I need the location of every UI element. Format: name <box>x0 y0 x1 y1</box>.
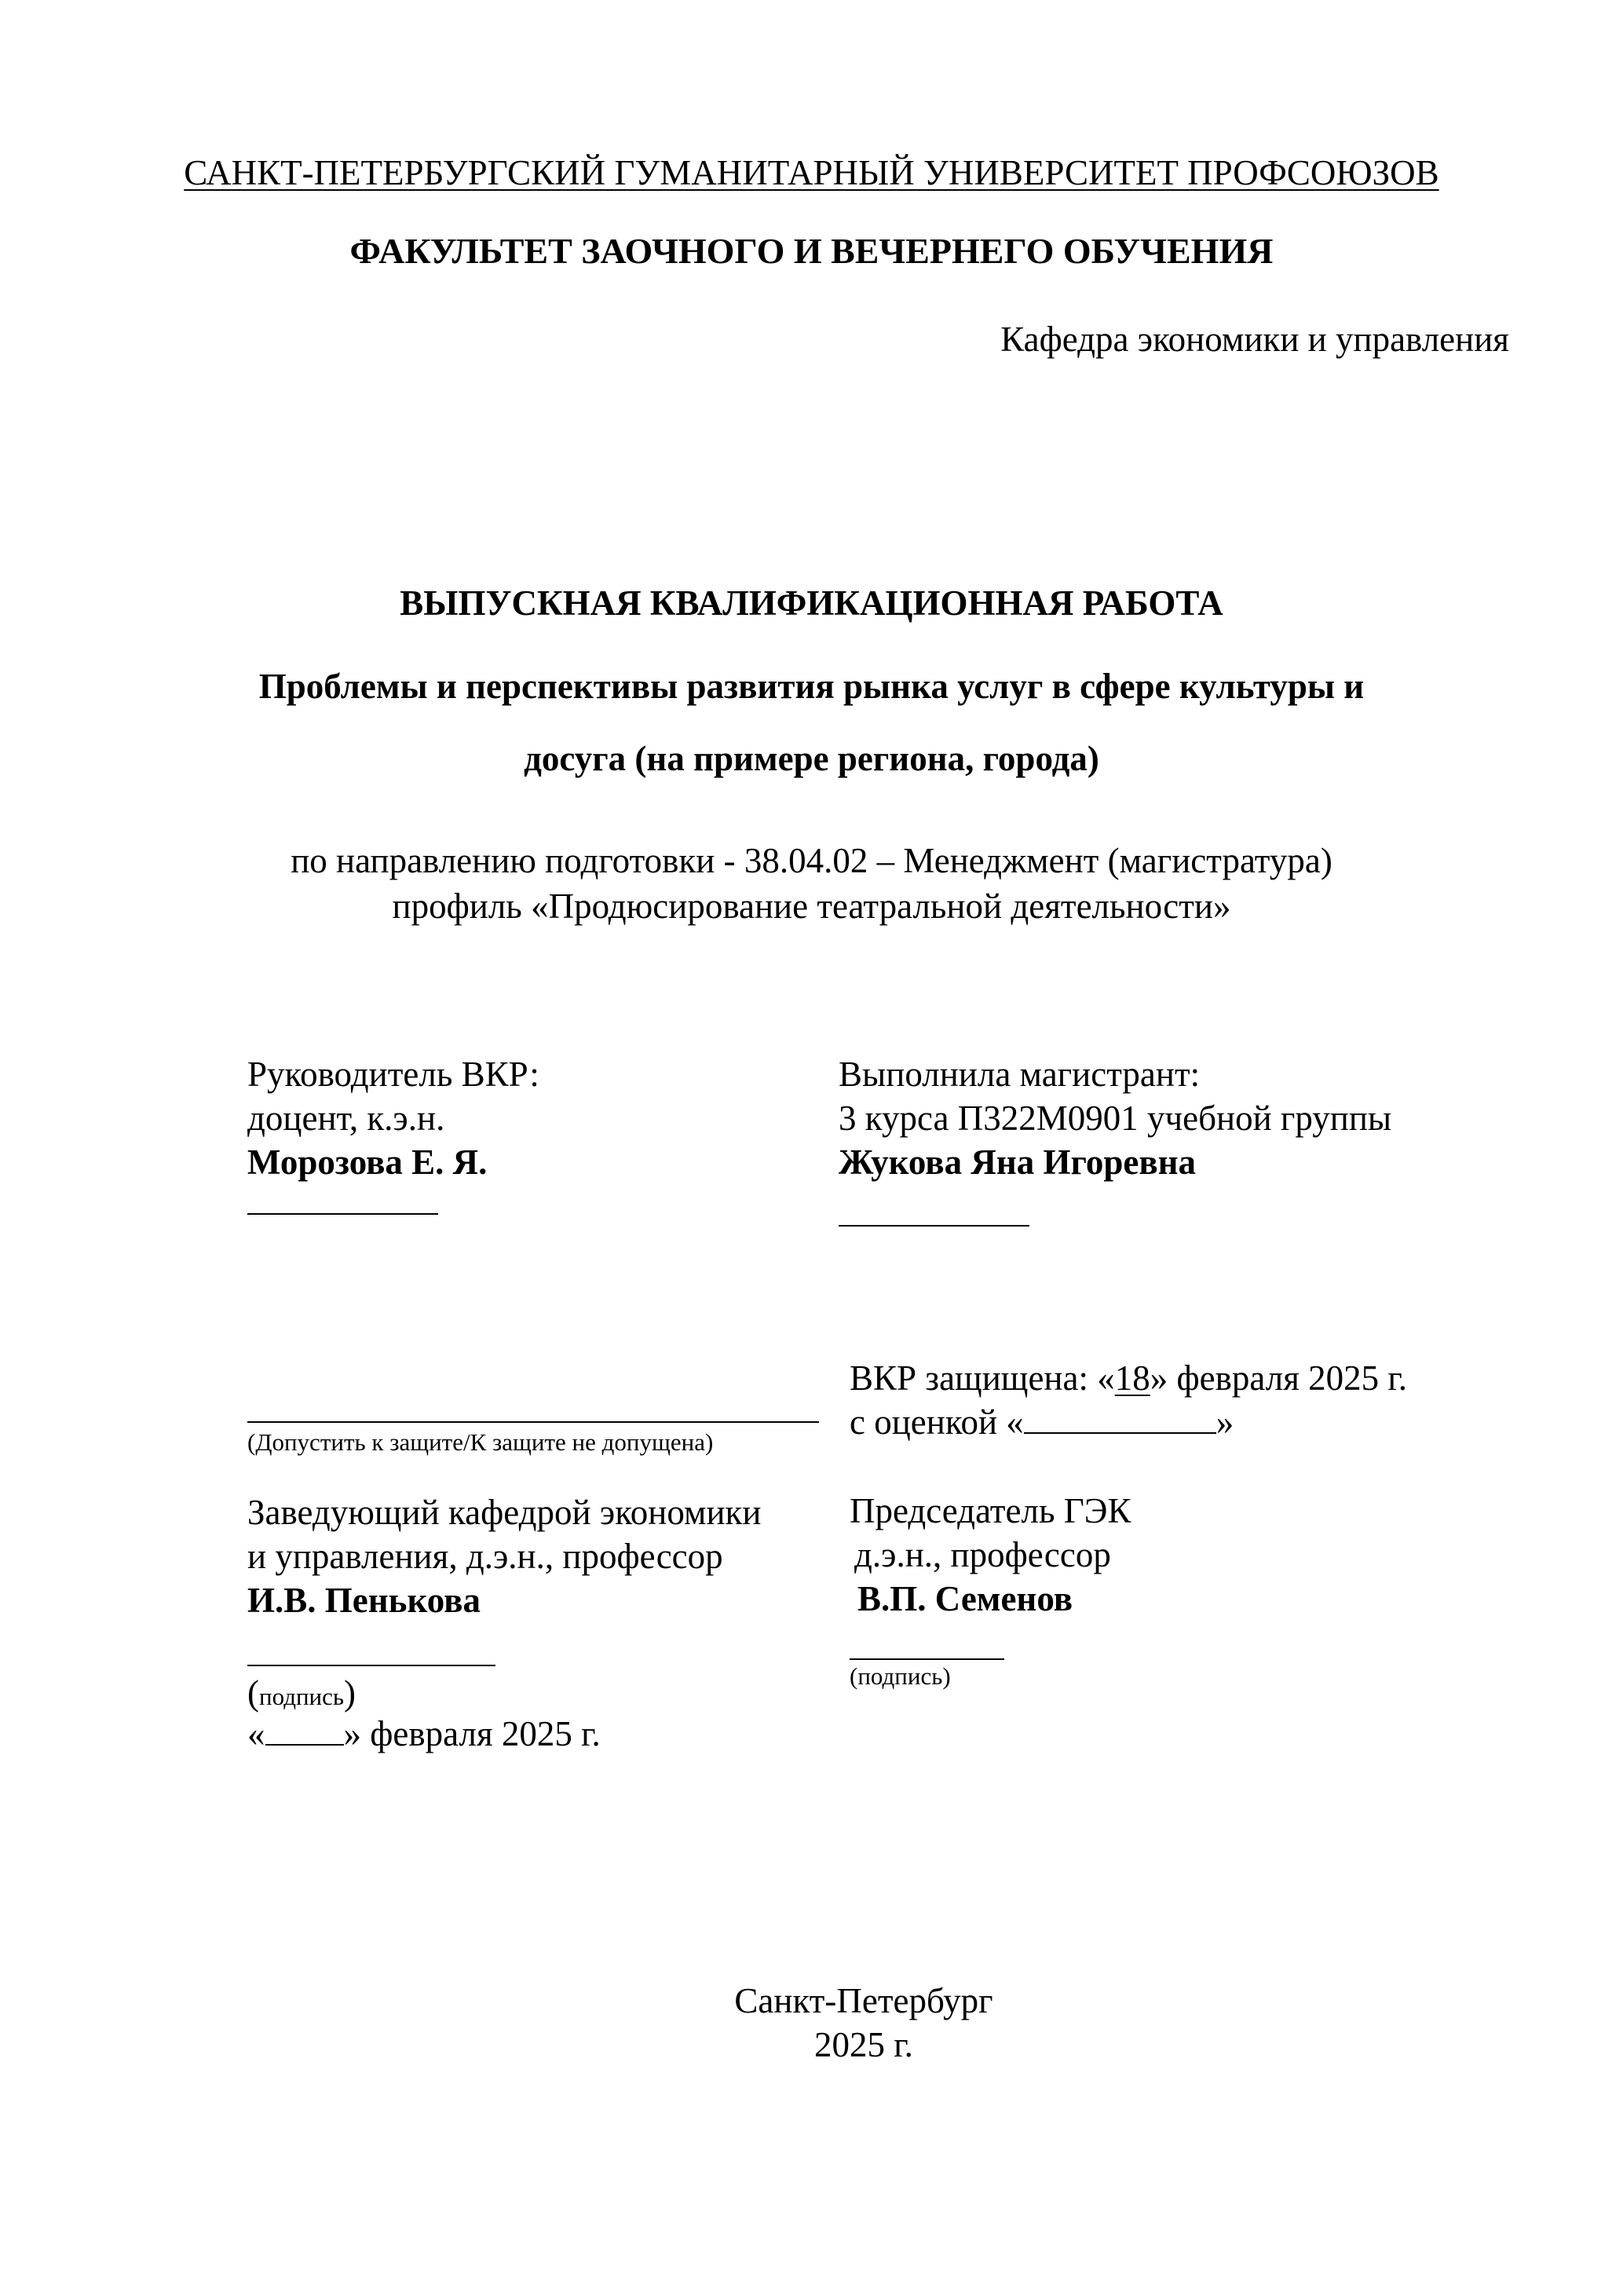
chairman-signature-line <box>850 1658 1004 1660</box>
footer-year: 2025 г. <box>814 2025 913 2064</box>
supervisor-signature-line <box>247 1213 438 1215</box>
chairman-title: Председатель ГЭК <box>850 1491 1131 1530</box>
student-group: 3 курса П322М0901 учебной группы <box>839 1099 1392 1138</box>
student-label: Выполнила магистрант: <box>839 1055 1201 1094</box>
admission-decision-line <box>247 1421 819 1423</box>
university-name: САНКТ-ПЕТЕРБУРГСКИЙ ГУМАНИТАРНЫЙ УНИВЕРСИТЕТ ПРОФСОЮЗОВ <box>184 153 1439 192</box>
head-date-blank <box>265 1713 344 1746</box>
footer-city: Санкт-Петербург <box>734 1981 993 2020</box>
head-title-line-2: и управления, д.э.н., профессор <box>247 1537 723 1576</box>
defense-suffix: » февраля 2025 г. <box>1150 1358 1408 1398</box>
head-signature-caption <box>247 1671 356 1715</box>
signature-open-paren: ( <box>247 1673 259 1713</box>
defense-grade-line <box>850 1400 1234 1444</box>
head-signature-label: подпись <box>259 1683 345 1710</box>
chairman-degree: д.э.н., профессор <box>854 1535 1111 1574</box>
document-type: ВЫПУСКНАЯ КВАЛИФИКАЦИОННАЯ РАБОТА <box>400 583 1223 623</box>
defense-day: 18 <box>1114 1358 1150 1398</box>
student-name: Жукова Яна Игоревна <box>839 1143 1197 1182</box>
study-direction: по направлению подготовки - 38.04.02 – Менеджмент (магистратура) <box>291 841 1332 880</box>
head-date-line <box>247 1712 601 1756</box>
topic-line-2: досуга (на примере региона, города) <box>524 739 1099 778</box>
head-date-open: « <box>247 1714 265 1753</box>
admission-note: (Допустить к защите/К защите не допущена) <box>247 1428 714 1456</box>
faculty-name: ФАКУЛЬТЕТ ЗАОЧНОГО И ВЕЧЕРНЕГО ОБУЧЕНИЯ <box>349 231 1274 271</box>
signature-close-paren: ) <box>344 1673 356 1713</box>
chairman-signature-label: (подпись) <box>850 1662 951 1690</box>
grade-suffix: » <box>1215 1402 1234 1442</box>
supervisor-name: Морозова Е. Я. <box>247 1143 488 1182</box>
supervisor-degree: доцент, к.э.н. <box>247 1099 445 1138</box>
department-name: Кафедра экономики и управления <box>1000 320 1509 359</box>
topic-line-1: Проблемы и перспективы развития рынка услуг в сфере культуры и <box>258 667 1365 706</box>
study-profile: профиль «Продюсирование театральной деятельности» <box>392 887 1231 926</box>
supervisor-label: Руководитель ВКР: <box>247 1055 539 1094</box>
defense-date-line <box>850 1356 1407 1400</box>
head-title-line-1: Заведующий кафедрой экономики <box>247 1493 762 1532</box>
grade-blank <box>1024 1401 1216 1434</box>
head-signature-line <box>247 1665 495 1666</box>
grade-prefix: с оценкой « <box>850 1402 1024 1442</box>
head-name: И.В. Пенькова <box>247 1581 481 1620</box>
student-signature-line <box>839 1225 1029 1227</box>
defense-prefix: ВКР защищена: « <box>850 1358 1115 1398</box>
chairman-name: В.П. Семенов <box>857 1579 1073 1618</box>
head-date-close: » февраля 2025 г. <box>343 1714 601 1753</box>
